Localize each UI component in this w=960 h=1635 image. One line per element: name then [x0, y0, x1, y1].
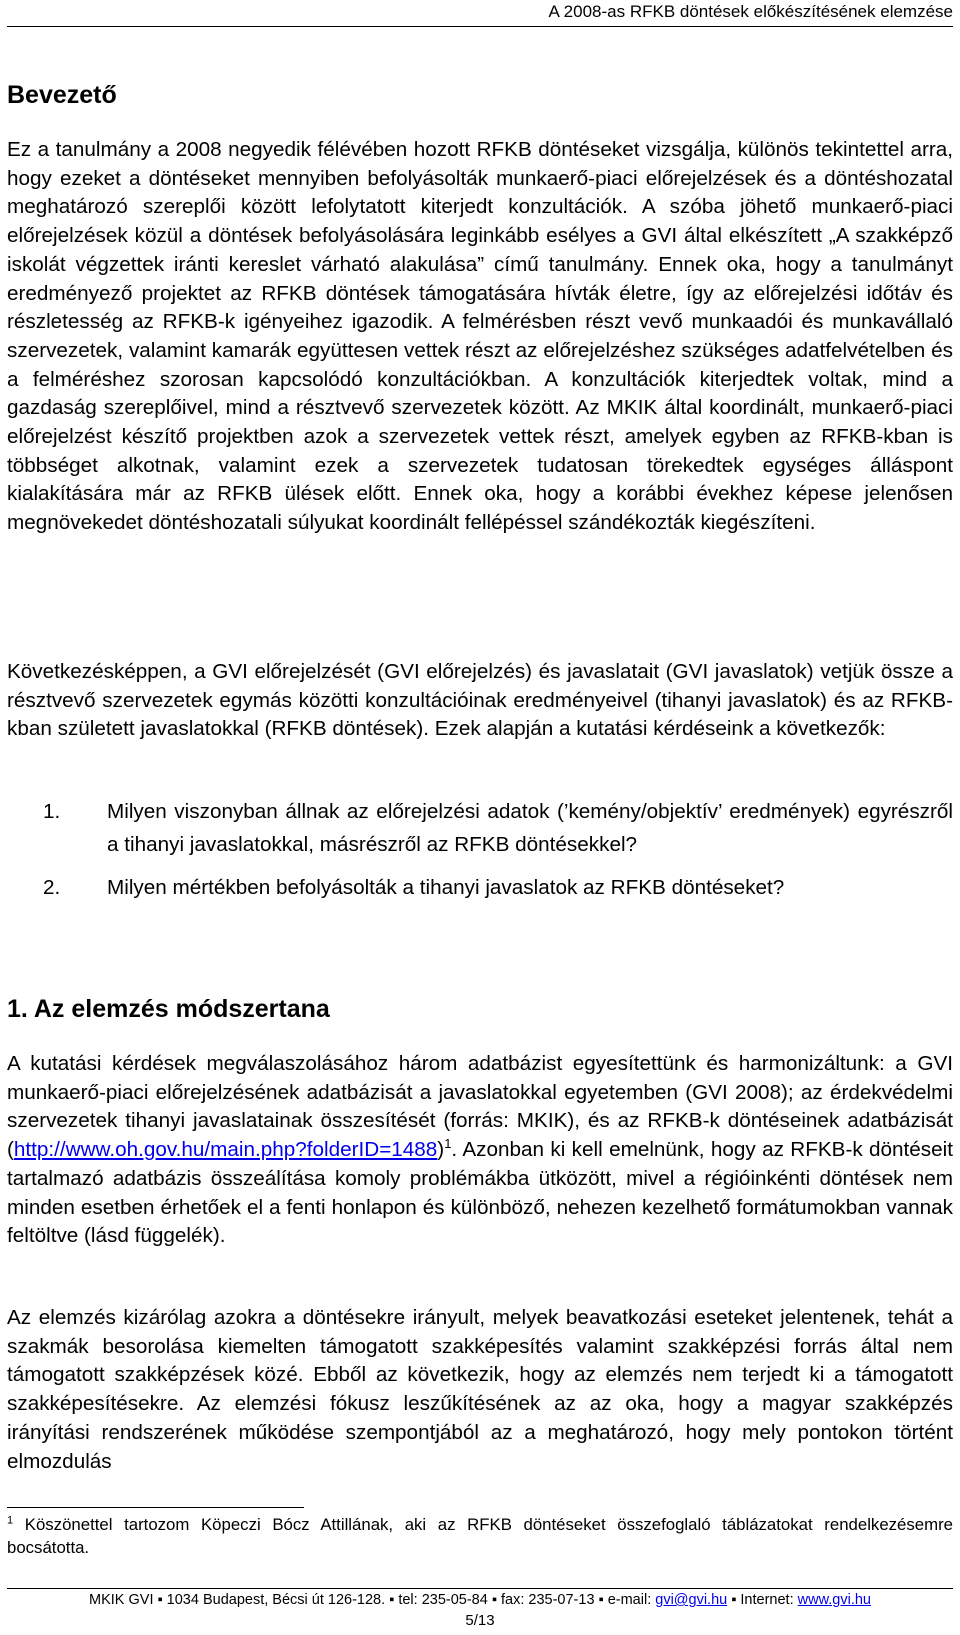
header-rule — [7, 26, 953, 27]
footer-rule — [7, 1588, 953, 1589]
list-item — [7, 872, 953, 905]
footer-web-link[interactable]: www.gvi.hu — [797, 1592, 871, 1608]
list-item-number: 2. — [43, 876, 61, 899]
running-header: A 2008-as RFKB döntések előkészítésének elemzése — [548, 2, 953, 21]
footnote-text: Köszönettel tartozom Köpeczi Bócz Attillának, aki az RFKB döntéseket összefoglaló táblázatokat rendelkezésemre bocsátotta. — [7, 1515, 953, 1557]
footer-internet-label: ▪ Internet: — [727, 1592, 798, 1608]
footer-email-link[interactable]: gvi@gvi.hu — [655, 1592, 728, 1608]
footer-contact: MKIK GVI ▪ 1034 Budapest, Bécsi út 126-128. ▪ tel: 235-05-84 ▪ fax: 235-07-13 ▪ e-mail: — [89, 1592, 656, 1608]
footnote — [7, 1513, 953, 1559]
oh-gov-link[interactable]: http://www.oh.gov.hu/main.php?folderID=1488 — [13, 1138, 438, 1162]
footnote-rule — [7, 1507, 304, 1508]
closing-paren: ) — [437, 1138, 445, 1162]
page-number: 5/13 — [465, 1612, 495, 1629]
footnote-number: 1 — [7, 1514, 14, 1527]
document-page — [7, 0, 953, 1635]
footnote-ref[interactable]: 1 — [444, 1136, 452, 1152]
footer — [7, 1592, 953, 1609]
method-paragraph-1-text: A kutatási kérdések megválaszolásához három adatbázist egyesítettünk és harmonizáltunk: a GVI munkaerő-piaci előrejelzésének adatbázisát a javaslatokkal egyetemben (GVI 2008); az érdekvédelmi szervezetek tihanyi javaslatainak összesítését (forrás: MKIK), és az RFKB-k döntéseinek adatbázisát ( — [7, 1052, 953, 1162]
intro-paragraph-2: Következésképpen, a GVI előrejelzését (GVI előrejelzés) és javaslatait (GVI javaslatok) vetjük össze a résztvevő szervezetek egymás közötti konzultációinak eredményeivel (tihanyi javaslatok) és az RFKB-kban született javaslatokkal (RFKB döntések). Ezek alapján a kutatási kérdéseink a következők: — [7, 660, 953, 741]
intro-paragraph-1: Ez a tanulmány a 2008 negyedik félévében hozott RFKB döntéseket vizsgálja, különös tekintettel arra, hogy ezeket a döntéseket mennyiben befolyásolták munkaerő-piaci előrejelzések és a döntéshozatal meghatározó szereplői között lefolytatott kiterjedt konzultációk. A szóba jöhető munkaerő-piaci előrejelzések közül a döntések befolyásolására leginkább esélyes a GVI által elkészített „A szakképző iskolát végzettek iránti kereslet várható alakulása” című tanulmány. Ennek oka, hogy a tanulmányt eredményező projektet az RFKB döntések támogatására hívták életre, így az előrejelzési időtáv és részletesség az RFKB-k igényeihez igazodik. A felmérésben részt vevő munkaadói és munkavállaló szervezetek, valamint kamarák együttesen vettek részt az előrejelzéshez szükséges adatfelvételben és a felméréshez szorosan kapcsolódó konzultációkban. A konzultációk kiterjedtek voltak, mind a gazdaság szereplőivel, mind a résztvevő szervezetek között. Az MKIK által koordinált, munkaerő-piaci előrejelzést készítő projektben azok a szervezetek vettek részt, amelyek egyben az RFKB-kban is többséget alkotnak, valamint ezek a szervezetek tudatosan törekedtek egységes álláspont kialakítására már az RFKB ülések előtt. Ennek oka, hogy a korábbi évekhez képese jelenősen megnövekedet döntéshozatali súlyukat koordinált fellépéssel szándékozták kiegészíteni. — [7, 138, 953, 535]
intro-heading: Bevezető — [7, 81, 117, 109]
method-paragraph-2: Az elemzés kizárólag azokra a döntésekre irányult, melyek beavatkozási eseteket jelentenek, tehát a szakmák besorolása kiemelten támogatott szakképesítés valamint szakképzési forrás által nem támogatott szakképzések közé. Ebből az következik, hogy az elemzés nem terjedt ki a támogatott szakképesítésekre. Az elemzési fókusz leszűkítésének az az oka, hogy a magyar szakképzés irányítási rendszerének működése szempontjából az a meghatározó, hogy mely pontokon történt elmozdulás — [7, 1306, 953, 1473]
list-item — [7, 796, 953, 861]
list-item-number: 1. — [43, 800, 61, 823]
method-paragraph-1 — [7, 1050, 953, 1251]
list-item-text: Milyen mértékben befolyásolták a tihanyi javaslatok az RFKB döntéseket? — [107, 876, 785, 899]
list-item-text: Milyen viszonyban állnak az előrejelzési adatok (’kemény/objektív’ eredmények) egyrészről a tihanyi javaslatokkal, másrészről az RFKB döntésekkel? — [107, 800, 953, 856]
method-heading: 1. Az elemzés módszertana — [7, 995, 330, 1023]
research-questions-list — [7, 796, 953, 905]
method-paragraph-1-continued: . Azonban ki kell emelnünk, hogy az RFKB-k döntéseit tartalmazó adatbázis összeálítása komoly problémákba ütközött, mivel a régióinkénti döntések nem minden esetben érhetőek el a fenti honlapon és különböző, nehezen kezelhető formátumokban vannak feltöltve (lásd függelék). — [7, 1138, 953, 1248]
